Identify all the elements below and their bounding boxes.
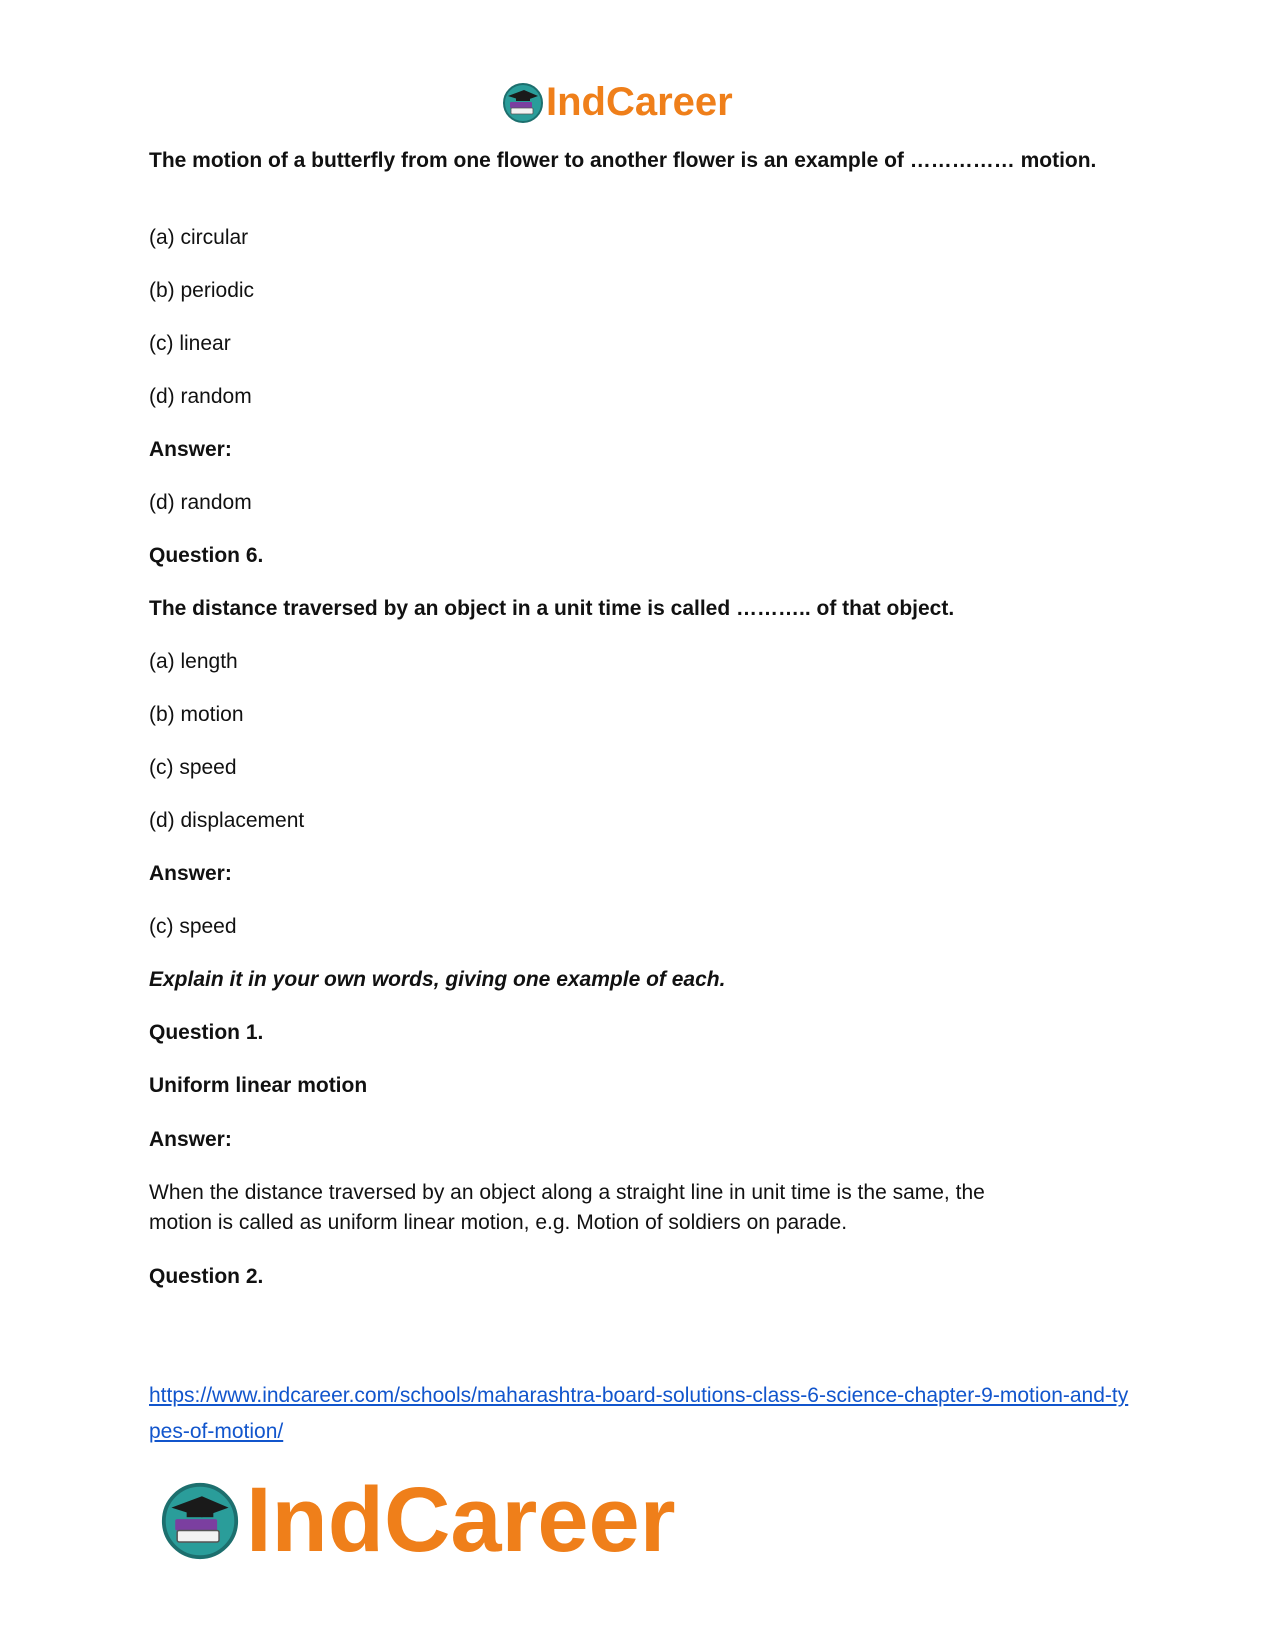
logo-wordmark: IndCareer xyxy=(246,1469,676,1571)
question-heading: Question 2. xyxy=(149,1265,264,1288)
option-item: (c) linear xyxy=(149,332,231,355)
graduation-books-icon xyxy=(160,1481,240,1561)
answer-text: (c) speed xyxy=(149,915,237,938)
question-text: The motion of a butterfly from one flower to another flower is an example of …………… motion. xyxy=(149,149,1097,172)
option-item: (a) length xyxy=(149,650,238,673)
top-logo xyxy=(502,80,733,125)
answer-label: Answer: xyxy=(149,1128,232,1151)
option-item: (b) motion xyxy=(149,703,244,726)
option-item: (a) circular xyxy=(149,226,249,249)
option-item: (c) speed xyxy=(149,756,237,779)
question-heading: Question 6. xyxy=(149,544,264,567)
option-item: (d) random xyxy=(149,385,252,408)
answer-label: Answer: xyxy=(149,862,232,885)
logo-wordmark: IndCareer xyxy=(546,80,733,124)
section-heading: Explain it in your own words, giving one example of each. xyxy=(149,968,726,991)
option-item: (d) displacement xyxy=(149,809,305,832)
bottom-logo xyxy=(160,1468,676,1573)
question-text: The distance traversed by an object in a unit time is called ……….. of that object. xyxy=(149,597,955,620)
answer-label: Answer: xyxy=(149,438,232,461)
option-item: (b) periodic xyxy=(149,279,255,302)
question-heading: Question 1. xyxy=(149,1021,264,1044)
source-url-link[interactable]: https://www.indcareer.com/schools/maharashtra-board-solutions-class-6-science-chapter-9-motion-and-types-of-motion/ xyxy=(149,1384,1129,1443)
graduation-books-icon xyxy=(502,82,544,124)
question-text: Uniform linear motion xyxy=(149,1074,368,1097)
answer-text: (d) random xyxy=(149,491,252,514)
answer-text: When the distance traversed by an object along a straight line in unit time is the same, the motion is called as uniform linear motion, e.g. Motion of soldiers on parade. xyxy=(149,1181,985,1234)
